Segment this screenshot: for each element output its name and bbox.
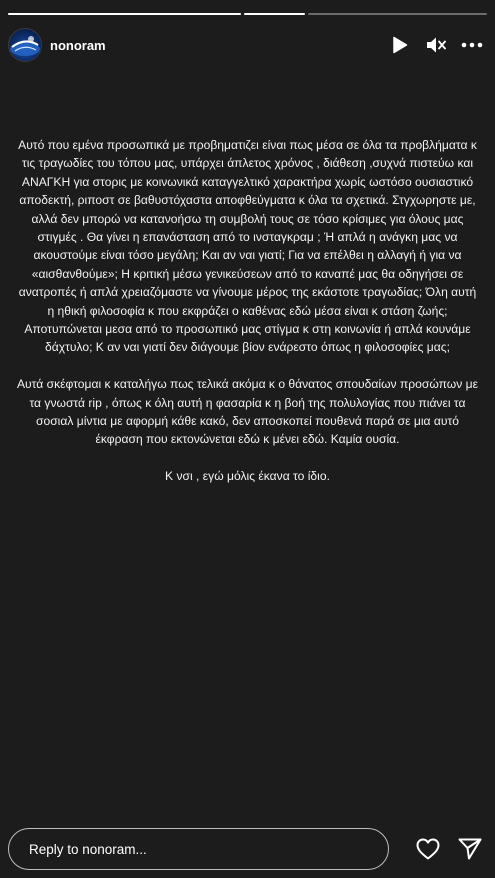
paragraph-1: Αυτό που εμένα προσωπικά με προβηματιζει είναι πως μέσα σε όλα τα προβλήματα κ τις τραγωδίες του τόπου μας, υπάρχει άπλετος χρόνος , διάθεση ,συχνά πιστεύω και ΑΝΑΓΚΗ για στορις με κοινωνικά καταγγελτικό χαρακτήρα χωρίς ωστόσο ουσιαστικό αποδεκτή, ριποστ σε βαθυστόχαστα αποφθεύγματα κ όλα τα σχετικά. Στγχωρηστε με, αλλά δεν μπορώ να κατανοήσω τη συμβολή τους σε τόσο κρίσιμες για όλους μας στιγμές . Θα γίνει η επανάσταση από το ινσταγκραμ ; Ή απλά η ανάγκη μας να ακουστούμε είναι τόσο μεγάλη; Και αν ναι γιατί; Για να επέλθει η αλλαγή ή για να «αισθανθούμε»; Η κριτική μέσω γενικεύσεων από το καναπέ μας θα οδηγήσει σε ανατροπές ή απλά χρειαζόμαστε να γίνουμε μέρος της εκάστοτε τραγωδίας; Όλη αυτή η ηθική φιλοσοφία κ που εκφράζει ο καθένας εδώ μέσα είναι κ στάση ζωής; Αποτυπώνεται μεσα από το προσωπικό μας στίγμα κ στη κοινωνία ή απλά κουνάμε δάχτυλο; Κ αν ναι γιατί δεν διάγουμε βίον ενάρεστο όπως η φιλοσοφίες μας; — [18, 138, 477, 355]
story-footer — [8, 827, 483, 871]
paragraph-3: Κ νσι , εγώ μόλις έκανα το ίδιο. — [165, 469, 330, 484]
story-controls — [389, 34, 483, 56]
username[interactable]: nonoram — [50, 37, 106, 53]
progress-segment-1 — [8, 13, 241, 15]
avatar-icon[interactable] — [8, 28, 42, 62]
progress-fill-1 — [8, 13, 241, 15]
play-icon[interactable] — [389, 34, 411, 56]
more-icon[interactable] — [461, 34, 483, 56]
paragraph-2: Αυτά σκέφτομαι κ καταλήγω πως τελικά ακόμα κ ο θάνατος σπουδαίων προσώπων με τα γνωστά rip , όπως κ όλη αυτή η φασαρία κ η βοή της πολυλογίας που πιάνει τα σοσιαλ μίντια με αφορμή κάθε κακό, δεν αποσκοπεί πουθενά παρά σε μια αυτό έκφραση που εκτονώνεται εδώ κ μένει εδώ. Καμία ουσία. — [16, 377, 479, 447]
reply-input[interactable]: Reply to nonoram... — [8, 828, 389, 870]
story-header — [8, 28, 483, 62]
story-text — [14, 136, 481, 504]
progress-segment-3 — [308, 13, 487, 15]
progress-segment-2 — [244, 13, 305, 15]
heart-icon[interactable] — [415, 836, 441, 862]
story-progress — [8, 13, 487, 15]
mute-icon[interactable] — [425, 34, 447, 56]
progress-fill-2 — [244, 13, 305, 15]
footer-actions — [415, 836, 483, 862]
send-icon[interactable] — [457, 836, 483, 862]
